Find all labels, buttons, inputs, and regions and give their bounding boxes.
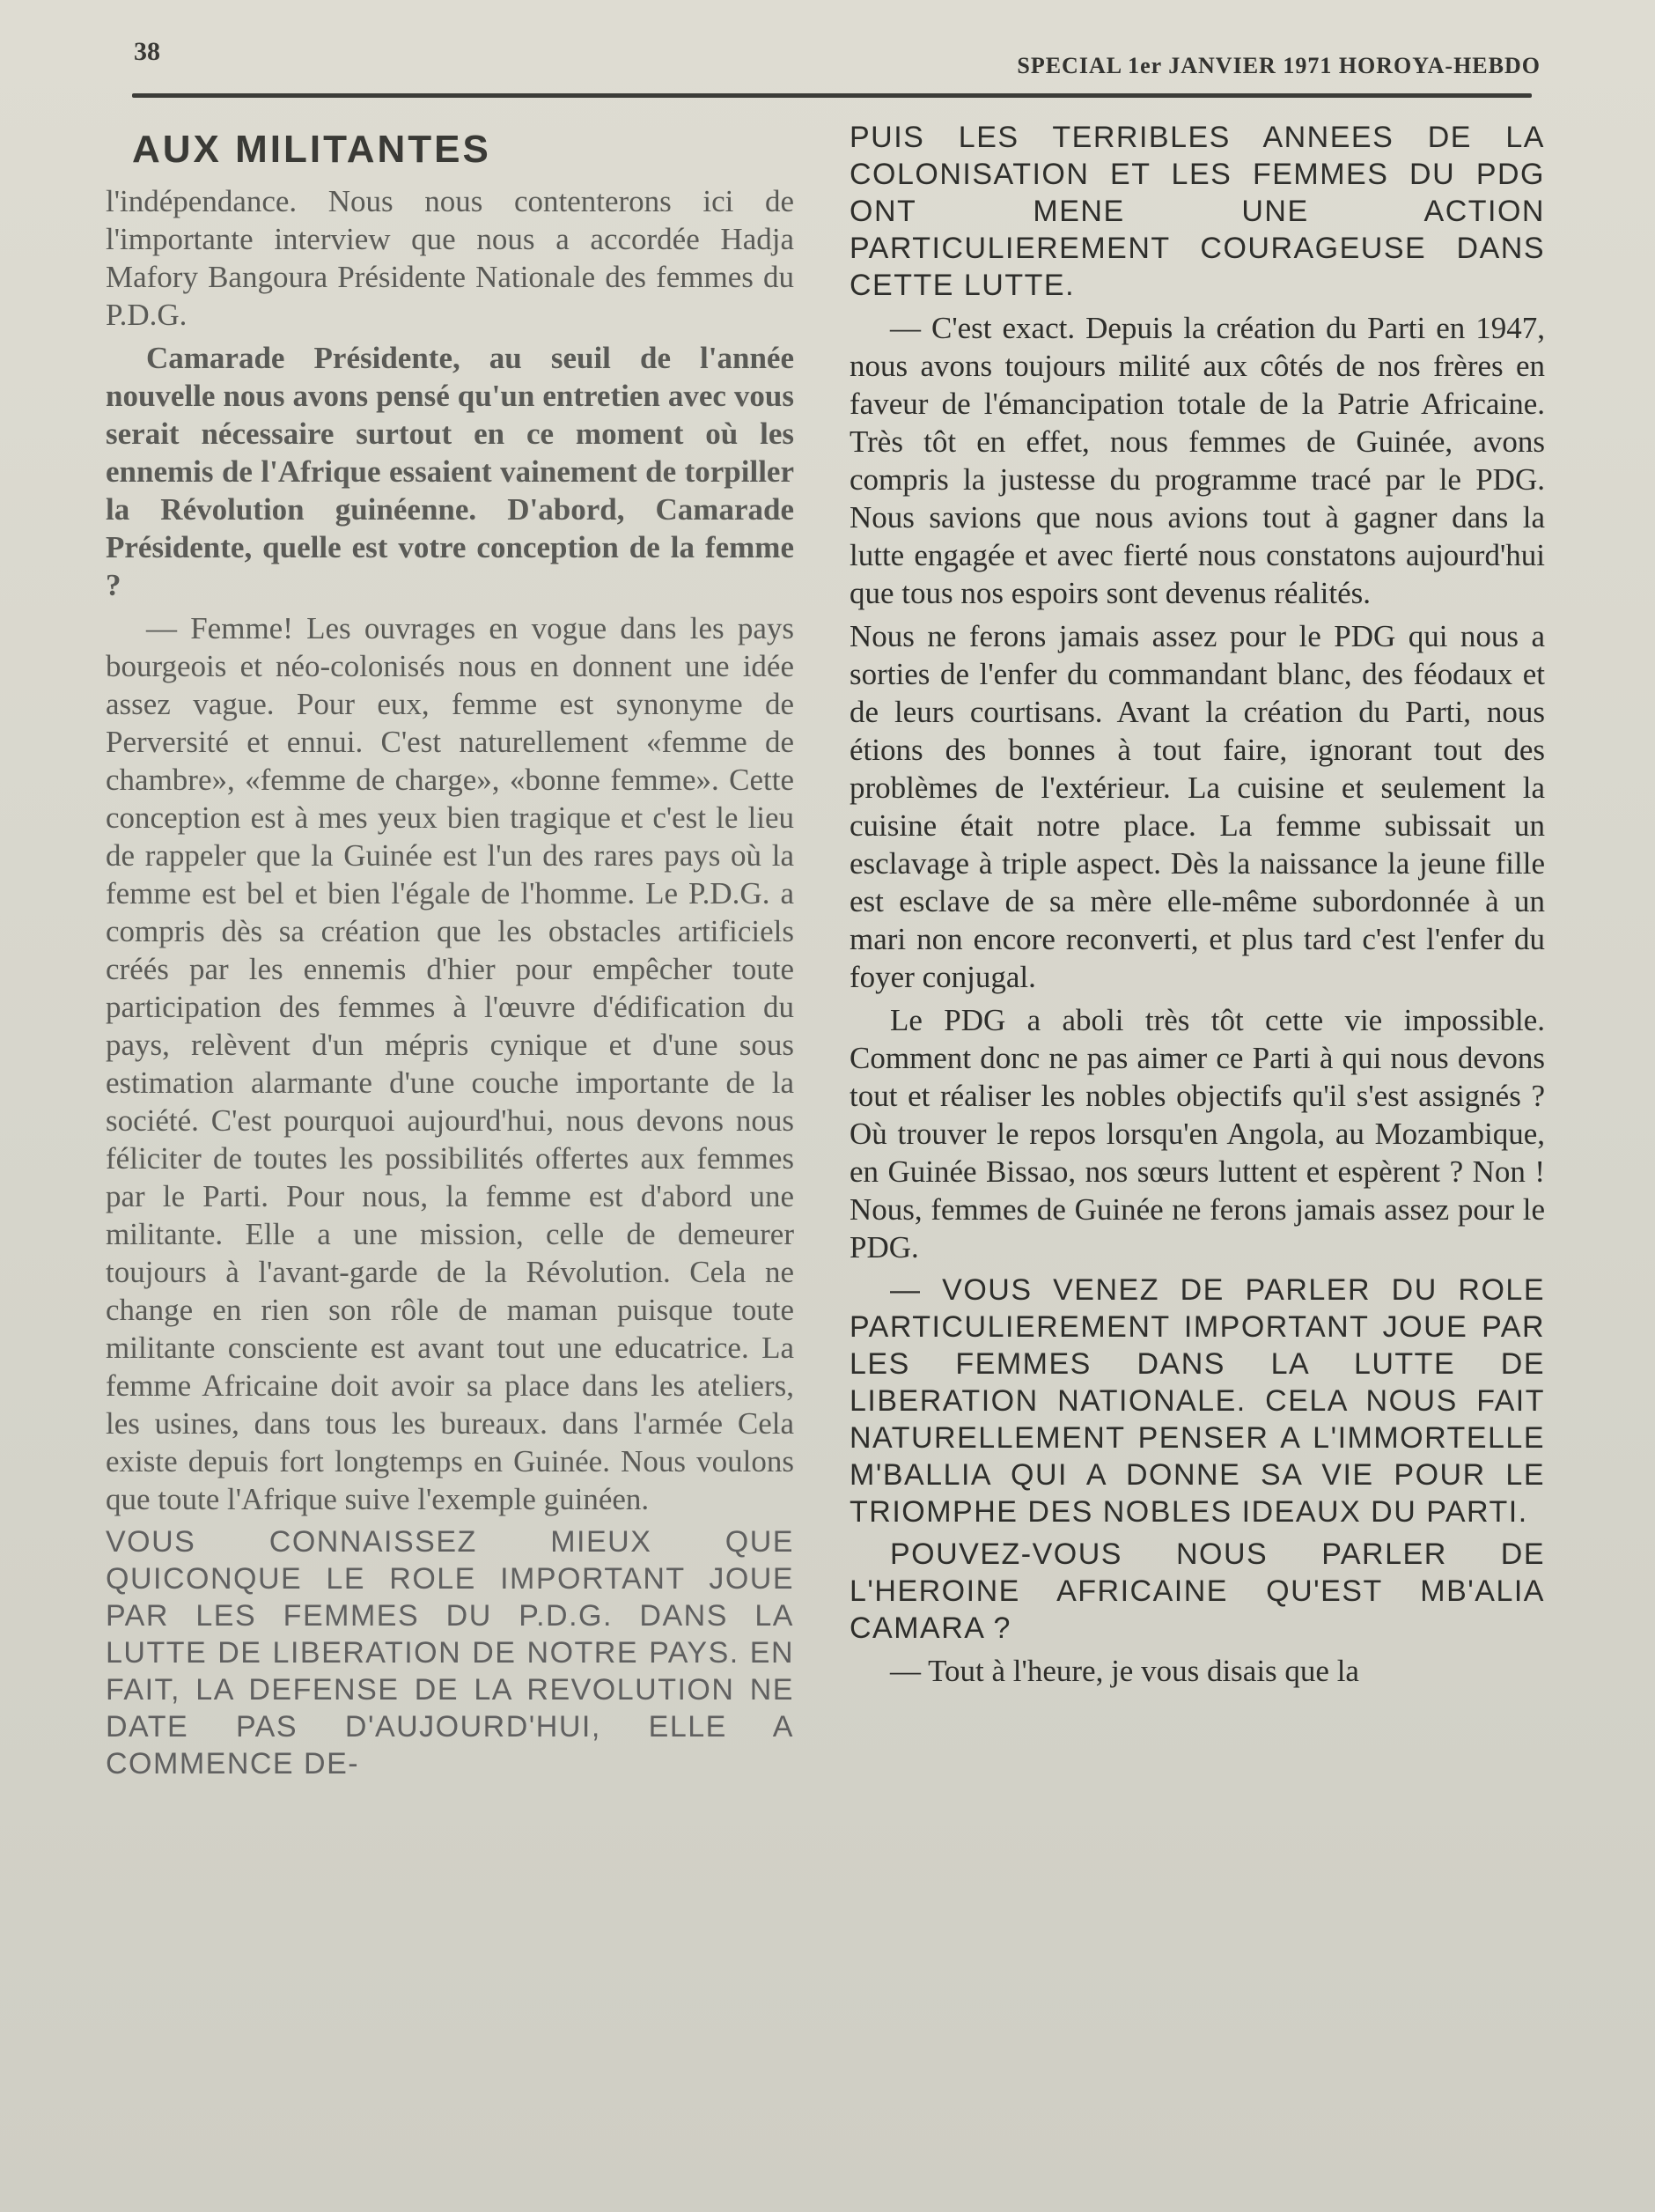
intro-paragraph: l'indépendance. Nous nous contenterons ici de l'importante interview que nous a accordée Hadja Mafory Bangoura Présidente Nationale des femmes du P.D.G. (106, 184, 794, 332)
interview-question-2-start: VOUS CONNAISSEZ MIEUX QUE QUICONQUE LE ROLE IMPORTANT JOUE PAR LES FEMMES DU P.D.G. DANS LA LUTTE DE LIBERATION DE NOTRE PAYS. EN FAIT, LA DEFENSE DE LA REVOLUTION NE DATE PAS D'AUJOURD'HUI, ELLE A COMMENCE DE- (106, 1525, 794, 1781)
publication-header: SPECIAL 1er JANVIER 1971 HOROYA-HEBDO (1017, 53, 1541, 78)
interview-answer-2c: Le PDG a aboli très tôt cette vie impossible. Comment donc ne pas aimer ce Parti à qui nous devons tout et réaliser les nobles objectifs qu'il s'est assignés ? Où trouver le repos lorsqu'en Angola, au Mozambique, en Guinée Bissao, nos sœurs luttent et espèrent ? Non ! Nous, femmes de Guinée ne ferons jamais assez pour le PDG. (850, 1003, 1545, 1265)
interview-question-4: POUVEZ-VOUS NOUS PARLER DE L'HEROINE AFRICAINE QU'EST MB'ALIA CAMARA ? (850, 1537, 1545, 1645)
interview-answer-2a: — C'est exact. Depuis la création du Parti en 1947, nous avons toujours milité aux côtés de nos frères en faveur de l'émancipation totale de la Patrie Africaine. Très tôt en effet, nous femmes de Guinée, avons compris la justesse du programme tracé par le PDG. Nous savions que nous avions tout à gagner dans la lutte engagée et avec fierté nous constatons aujourd'hui que tous nos espoirs sont devenus réalités. (850, 311, 1545, 610)
interview-question-1: Camarade Présidente, au seuil de l'année nouvelle nous avons pensé qu'un entretien avec vous serait nécessaire surtout en ce moment où les ennemis de l'Afrique essaient vainement de torpiller la Révolution guinéenne. D'abord, Camarade Présidente, quelle est votre conception de la femme ? (106, 341, 794, 602)
interview-answer-2b: Nous ne ferons jamais assez pour le PDG qui nous a sorties de l'enfer du commandant blanc, des féodaux et de leurs courtisans. Avant la création du Parti, nous étions des bonnes à tout faire, ignorant tout des problèmes de l'extérieur. La cuisine et seulement la cuisine était notre place. La femme subissait un esclavage à triple aspect. Dès la naissance la jeune fille est esclave de sa mère elle-même subordonnée à un mari non encore reconverti, et plus tard c'est l'enfer du foyer conjugal. (850, 619, 1545, 994)
page-header (132, 33, 1541, 104)
interview-question-2-end: PUIS LES TERRIBLES ANNEES DE LA COLONISATION ET LES FEMMES DU PDG ONT MENE UNE ACTION PARTICULIEREMENT COURAGEUSE DANS CETTE LUTTE. (850, 121, 1545, 302)
left-column (106, 119, 794, 2118)
section-title: AUX MILITANTES (132, 128, 491, 171)
right-column (850, 119, 1545, 2118)
interview-answer-1: — Femme! Les ouvrages en vogue dans les pays bourgeois et néo-colonisés nous en donnent une idée assez vague. Pour eux, femme est synonyme de Perversité et ennui. C'est naturellement «femme de chambre», «femme de charge», «bonne femme». Cette conception est à mes yeux bien tragique et c'est le lieu de rappeler que la Guinée est l'un des rares pays où la femme est bel et bien l'égale de l'homme. Le P.D.G. a compris dès sa création que les obstacles artificiels créés par les ennemis d'hier pour empêcher toute participation des femmes à l'œuvre d'édification du pays, relèvent d'un mépris cynique et d'une sous estimation alarmante d'une couche importante de la société. C'est pourquoi aujourd'hui, nous devons nous féliciter de toutes les possibilités offertes aux femmes par le Parti. Pour nous, la femme est d'abord une militante. Elle a une mission, celle de demeurer toujours à l'avant-garde de la Révolution. Cela ne change en rien son rôle de maman puisque toute militante consciente est avant tout une educatrice. La femme Africaine doit avoir sa place dans les ateliers, les usines, dans tous les bureaux. dans l'armée Cela existe depuis fort longtemps en Guinée. Nous voulons que toute l'Afrique suive l'exemple guinéen. (106, 611, 794, 1516)
page-number: 38 (134, 37, 160, 66)
interview-answer-4-start: — Tout à l'heure, je vous disais que la (890, 1654, 1359, 1688)
interview-question-3: — VOUS VENEZ DE PARLER DU ROLE PARTICULIEREMENT IMPORTANT JOUE PAR LES FEMMES DANS LA LUTTE DE LIBERATION NATIONALE. CELA NOUS FAIT NATURELLEMENT PENSER A L'IMMORTELLE M'BALLIA QUI A DONNE SA VIE POUR LE TRIOMPHE DES NOBLES IDEAUX DU PARTI. (850, 1273, 1545, 1529)
header-rule (132, 93, 1532, 98)
